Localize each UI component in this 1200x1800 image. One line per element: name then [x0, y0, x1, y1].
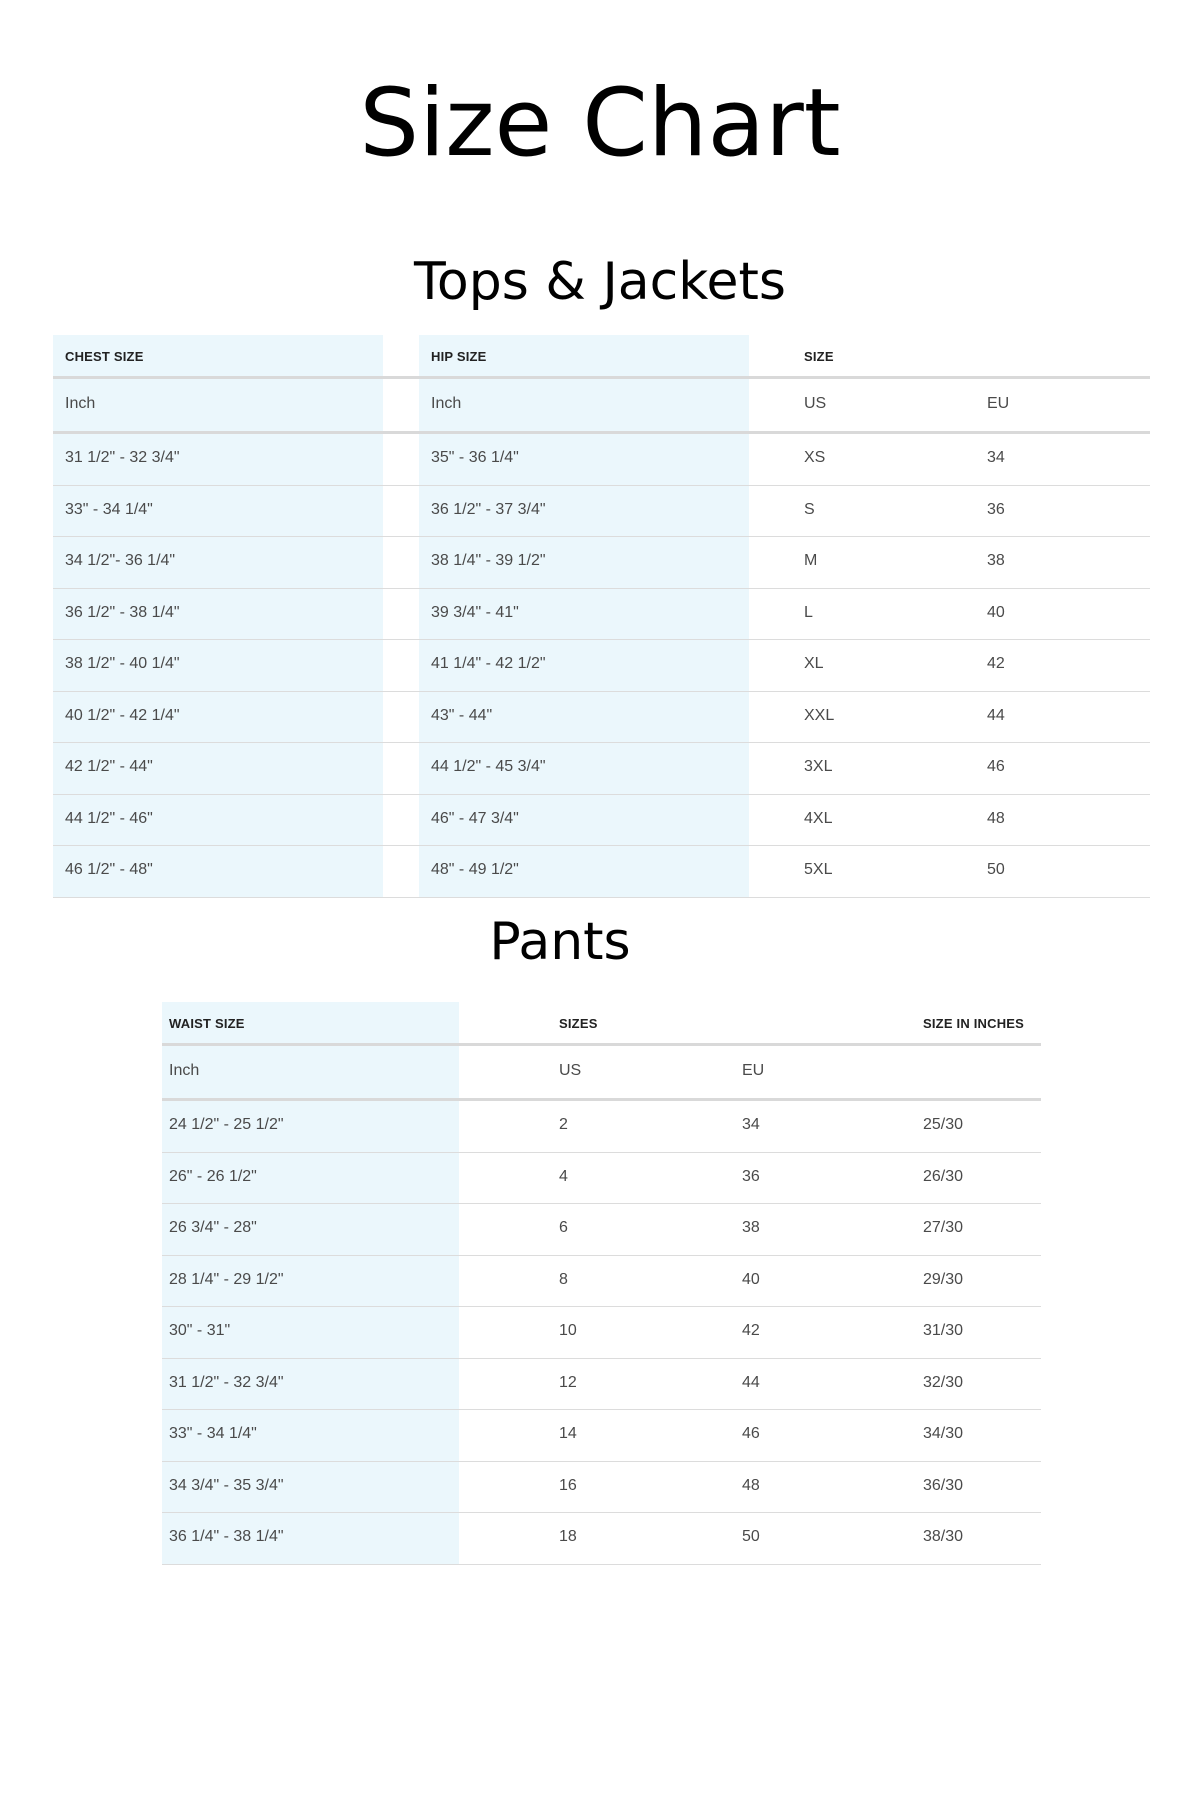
row-divider — [53, 639, 1150, 640]
tops-cell-eu: 38 — [987, 552, 1005, 569]
pants-cell-waist: 26 3/4" - 28" — [169, 1219, 257, 1236]
pants-cell-us: 6 — [559, 1219, 568, 1236]
subheader-divider — [162, 1098, 1041, 1101]
pants-cell-eu: 38 — [742, 1219, 760, 1236]
row-divider — [53, 691, 1150, 692]
pants-size-table — [162, 1002, 1041, 1565]
row-divider — [53, 794, 1150, 795]
pants-cell-inches: 29/30 — [923, 1270, 964, 1288]
tops-cell-us: S — [804, 500, 815, 518]
pants-cell-eu: 34 — [742, 1116, 760, 1133]
pants-cell-waist: 24 1/2" - 25 1/2" — [169, 1116, 284, 1133]
pants-cell-waist: 34 3/4" - 35 3/4" — [169, 1476, 284, 1494]
tops-cell-eu: 48 — [987, 809, 1005, 827]
pants-cell-inches: 32/30 — [923, 1373, 964, 1391]
pants-cell-inches: 26/30 — [923, 1167, 964, 1185]
header-divider — [162, 1043, 1041, 1046]
tops-cell-chest: 38 1/2" - 40 1/4" — [65, 655, 180, 672]
tops-cell-hip: 36 1/2" - 37 3/4" — [431, 500, 546, 518]
pants-cell-waist: 33" - 34 1/4" — [169, 1425, 257, 1442]
tops-cell-eu: 46 — [987, 758, 1005, 775]
tops-size-table — [53, 335, 1150, 897]
tops-cell-hip: 35" - 36 1/4" — [431, 449, 519, 466]
eu-unit-label: EU — [987, 395, 1010, 412]
row-divider — [53, 536, 1150, 537]
tops-cell-chest: 42 1/2" - 44" — [65, 758, 153, 775]
pants-cell-waist: 28 1/4" - 29 1/2" — [169, 1270, 284, 1288]
pants-section-title: Pants — [489, 912, 631, 972]
pants-cell-eu: 42 — [742, 1322, 760, 1339]
tops-cell-hip: 41 1/4" - 42 1/2" — [431, 655, 546, 672]
pants-cell-us: 2 — [559, 1116, 568, 1133]
waist-unit-label: Inch — [169, 1062, 200, 1079]
row-divider — [162, 1461, 1041, 1462]
tops-cell-hip: 48" - 49 1/2" — [431, 861, 519, 878]
tops-cell-hip: 43" - 44" — [431, 706, 493, 724]
us-unit-label: US — [559, 1062, 582, 1079]
pants-cell-inches: 27/30 — [923, 1219, 964, 1236]
tops-cell-hip: 39 3/4" - 41" — [431, 603, 519, 621]
size-header: SIZE — [804, 349, 834, 364]
tops-cell-chest: 33" - 34 1/4" — [65, 500, 153, 518]
waist-size-header: WAIST SIZE — [169, 1016, 245, 1031]
tops-cell-eu: 34 — [987, 449, 1005, 466]
pants-cell-eu: 44 — [742, 1373, 760, 1391]
tops-section-title: Tops & Jackets — [414, 252, 786, 312]
subheader-divider — [53, 431, 1150, 434]
tops-cell-eu: 42 — [987, 655, 1005, 672]
pants-cell-eu: 48 — [742, 1476, 760, 1494]
pants-cell-us: 14 — [559, 1425, 577, 1442]
pants-cell-us: 12 — [559, 1373, 577, 1391]
pants-cell-inches: 34/30 — [923, 1425, 964, 1442]
pants-cell-eu: 50 — [742, 1528, 760, 1545]
row-divider — [53, 742, 1150, 743]
tops-cell-us: XXL — [804, 706, 835, 724]
pants-cell-waist: 31 1/2" - 32 3/4" — [169, 1373, 284, 1391]
row-divider — [162, 1152, 1041, 1153]
pants-cell-waist: 36 1/4" - 38 1/4" — [169, 1528, 284, 1545]
hip-unit-label: Inch — [431, 395, 462, 412]
pants-cell-eu: 40 — [742, 1270, 760, 1288]
pants-cell-us: 10 — [559, 1322, 577, 1339]
pants-cell-us: 16 — [559, 1476, 577, 1494]
pants-cell-us: 18 — [559, 1528, 577, 1545]
sizes-header: SIZES — [559, 1016, 598, 1031]
tops-cell-chest: 34 1/2"- 36 1/4" — [65, 552, 176, 569]
tops-cell-eu: 44 — [987, 706, 1005, 724]
tops-cell-hip: 46" - 47 3/4" — [431, 809, 519, 827]
page-title: Size Chart — [359, 69, 841, 178]
pants-cell-inches: 31/30 — [923, 1322, 964, 1339]
tops-cell-eu: 50 — [987, 861, 1005, 878]
eu-unit-label: EU — [742, 1062, 765, 1079]
row-divider — [53, 845, 1150, 846]
pants-cell-inches: 25/30 — [923, 1116, 964, 1133]
row-divider — [162, 1409, 1041, 1410]
pants-cell-inches: 38/30 — [923, 1528, 964, 1545]
row-divider — [162, 1564, 1041, 1565]
tops-cell-chest: 44 1/2" - 46" — [65, 809, 153, 827]
row-divider — [162, 1203, 1041, 1204]
tops-cell-chest: 46 1/2" - 48" — [65, 861, 153, 878]
hip-size-header: HIP SIZE — [431, 349, 487, 364]
tops-cell-us: M — [804, 552, 818, 569]
tops-cell-hip: 38 1/4" - 39 1/2" — [431, 552, 546, 569]
tops-cell-us: 5XL — [804, 861, 833, 878]
chest-unit-label: Inch — [65, 395, 96, 412]
row-divider — [162, 1306, 1041, 1307]
size-in-inches-header: SIZE IN INCHES — [923, 1016, 1025, 1031]
tops-cell-eu: 40 — [987, 603, 1005, 621]
header-divider — [53, 376, 1150, 379]
tops-cell-us: 4XL — [804, 809, 833, 827]
pants-cell-waist: 26" - 26 1/2" — [169, 1167, 257, 1185]
tops-cell-us: 3XL — [804, 758, 833, 775]
row-divider — [53, 588, 1150, 589]
row-divider — [162, 1512, 1041, 1513]
tops-cell-us: XS — [804, 449, 826, 466]
tops-cell-eu: 36 — [987, 500, 1005, 518]
tops-cell-us: L — [804, 603, 813, 621]
tops-cell-chest: 36 1/2" - 38 1/4" — [65, 603, 180, 621]
pants-cell-waist: 30" - 31" — [169, 1322, 231, 1339]
pants-cell-inches: 36/30 — [923, 1476, 964, 1494]
pants-cell-eu: 36 — [742, 1167, 760, 1185]
tops-cell-us: XL — [804, 655, 824, 672]
chest-size-header: CHEST SIZE — [65, 349, 144, 364]
us-unit-label: US — [804, 395, 827, 412]
tops-cell-chest: 31 1/2" - 32 3/4" — [65, 449, 180, 466]
row-divider — [162, 1358, 1041, 1359]
pants-cell-us: 4 — [559, 1167, 568, 1185]
row-divider — [53, 897, 1150, 898]
tops-cell-chest: 40 1/2" - 42 1/4" — [65, 706, 180, 724]
pants-cell-us: 8 — [559, 1270, 568, 1288]
row-divider — [162, 1255, 1041, 1256]
row-divider — [53, 485, 1150, 486]
pants-cell-eu: 46 — [742, 1425, 760, 1442]
tops-cell-hip: 44 1/2" - 45 3/4" — [431, 758, 546, 775]
